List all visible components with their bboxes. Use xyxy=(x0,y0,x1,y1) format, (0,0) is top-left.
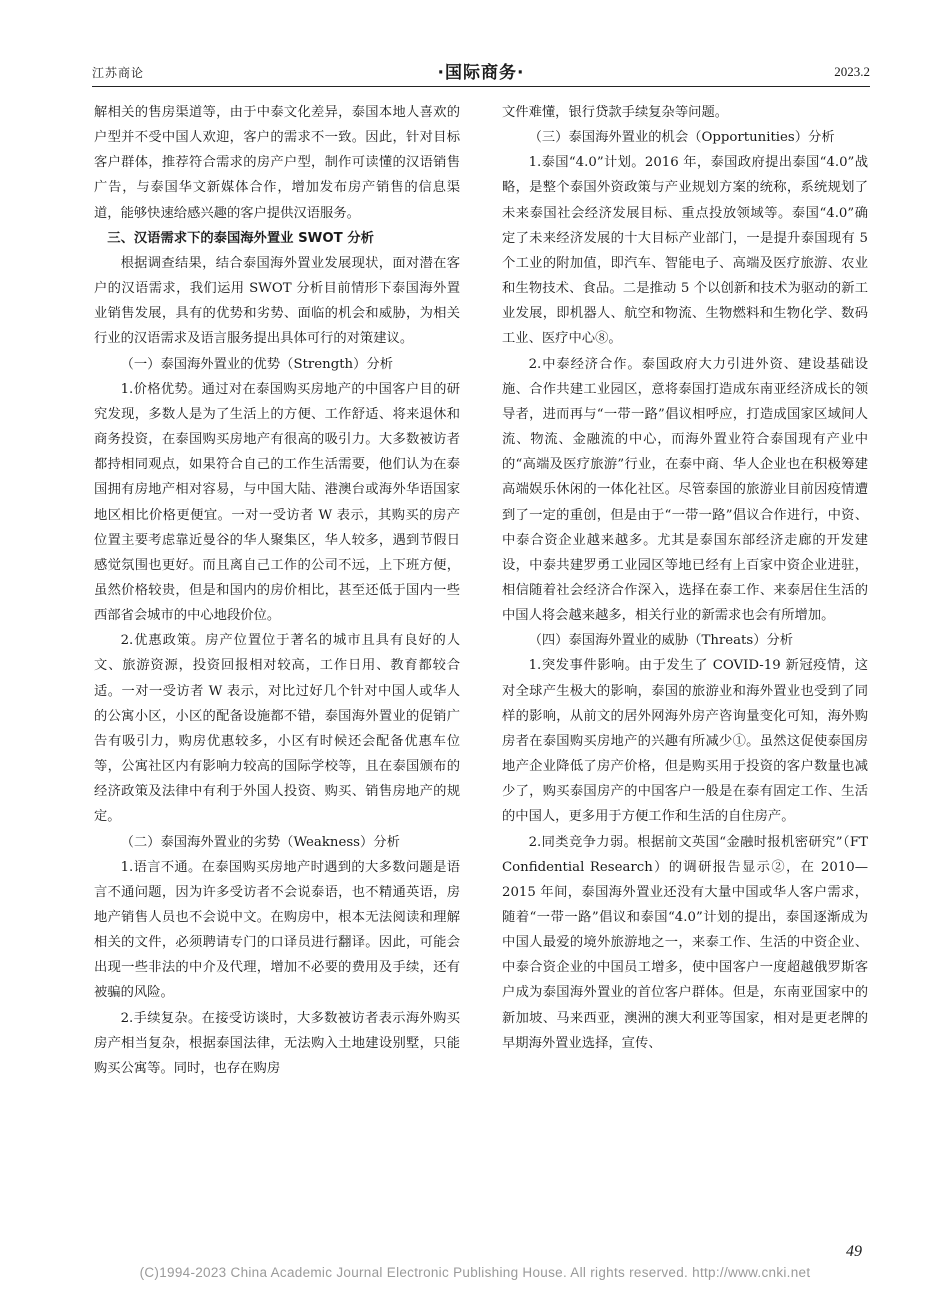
journal-name: 江苏商论 xyxy=(92,66,145,80)
copyright-footer: (C)1994-2023 China Academic Journal Electronic Publishing House. All rights reserved. http://www.cnki.net xyxy=(139,1265,811,1280)
paragraph: 根据调查结果，结合泰国海外置业发展现状，面对潜在客户的汉语需求，我们运用 SWOT 分析目前情形下泰国海外置业销售发展，具有的优势和劣势、面临的机会和威胁，为相关行业的汉语需求及语言服务提出具体可行的对策建议。 xyxy=(94,255,460,347)
subsection-heading: （一）泰国海外置业的优势（Strength）分析 xyxy=(120,356,394,372)
paragraph: 文件难懂，银行贷款手续复杂等问题。 xyxy=(502,105,729,120)
header-rule xyxy=(92,86,870,87)
paragraph: 1.突发事件影响。由于发生了 COVID-19 新冠疫情，这对全球产生极大的影响，泰国的旅游业和海外置业也受到了同样的影响，从前文的居外网海外房产咨询量变化可知，海外购房者在泰国购买房地产的兴趣有所减少①。虽然这促使泰国房地产企业降低了房产价格，但是购买用于投资的客户数量也减少了，购买泰国房产的中国客户一般是在泰有固定工作、生活的中国人，更多用于方便工作和生活的自住房产。 xyxy=(502,658,868,825)
paragraph: 1.语言不通。在泰国购买房地产时遇到的大多数问题是语言不通问题，因为许多受访者不会说泰语，也不精通英语，房地产销售人员也不会说中文。在购房中，根本无法阅读和理解相关的文件，必须聘请专门的口译员进行翻译。因此，可能会出现一些非法的中介及代理，增加不必要的费用及手续，还有被骗的风险。 xyxy=(94,859,460,1001)
paragraph: 2.手续复杂。在接受访谈时，大多数被访者表示海外购买房产相当复杂，根据泰国法律，无法购入土地建设别墅，只能购买公寓等。同时，也存在购房 xyxy=(94,1010,460,1076)
paragraph: 解相关的售房渠道等，由于中泰文化差异，泰国本地人喜欢的户型并不受中国人欢迎，客户的需求不一致。因此，针对目标客户群体，推荐符合需求的房产户型，制作可读懂的汉语销售广告，与泰国华文新媒体合作，增加发布房产销售的信息渠道，能够快速给感兴趣的客户提供汉语服务。 xyxy=(94,105,460,221)
paragraph: 1.价格优势。通过对在泰国购买房地产的中国客户目的研究发现，多数人是为了生活上的方便、工作舒适、将来退休和商务投资，在泰国购买房地产有很高的吸引力。大多数被访者都持相同观点，如果符合自己的工作生活需要，他们认为在泰国拥有房地产相对容易，与中国大陆、港澳台或海外华语国家地区相比价格更便宜。一对一受访者 W 表示，其购买的房产位置主要考虑靠近曼谷的华人聚集区，华人较多，遇到节假日感觉氛围也更好。而且离自己工作的公司不远，上下班方便，虽然价格较贵，但是和国内的房价相比，甚至还低于国内一些西部省会城市的中心地段价位。 xyxy=(94,381,460,624)
paragraph: 1.泰国“4.0”计划。2016 年，泰国政府提出泰国“4.0”战略，是整个泰国外资政策与产业规划方案的统称，系统规划了未来泰国社会经济发展目标、重点投放领域等。泰国“4.0”确定了未来经济发展的十大目标产业部门，一是提升泰国现有 5 个工业的附加值，即汽车、智能电子、高端及医疗旅游、农业和生物技术、食品。二是推动 5 个以创新和技术为驱动的新工业发展，即机器人、航空和物流、生物燃料和生物化学、数码工业、医疗中心⑧。 xyxy=(502,155,868,347)
paragraph: 2.优惠政策。房产位置位于著名的城市且具有良好的人文、旅游资源，投资回报相对较高，工作日用、教育都较合适。一对一受访者 W 表示，对比过好几个针对中国人或华人的公寓小区，小区的配备设施都不错，泰国海外置业的促销广告有吸引力，购房优惠较多，小区有时候还会配备优惠车位等，公寓社区内有影响力较高的国际学校等，且在泰国颁布的经济政策及法律中有利于外国人投资、购买、销售房地产的规定。 xyxy=(94,633,460,825)
subsection-heading: （四）泰国海外置业的威胁（Threats）分析 xyxy=(528,633,794,649)
left-column xyxy=(94,100,460,1081)
paragraph: 2.同类竞争力弱。根据前文英国“金融时报机密研究”（FT Confidential Research）的调研报告显示②，在 2010—2015 年间，泰国海外置业还没有大量中国或华人客户需求，随着“一带一路”倡议和泰国“4.0”计划的提出，泰国逐渐成为中国人最爱的境外旅游地之一，来泰工作、生活的中资企业、中泰合资企业的中国员工增多，使中国客户一度超越俄罗斯客户成为泰国海外置业的首位客户群体。但是，东南亚国家中的新加坡、马来西亚，澳洲的澳大利亚等国家，相对是更老牌的早期海外置业选择，宣传、 xyxy=(502,834,868,1051)
subsection-heading: （二）泰国海外置业的劣势（Weakness）分析 xyxy=(120,834,400,850)
section-heading: 三、汉语需求下的泰国海外置业 SWOT 分析 xyxy=(107,230,374,246)
issue-number: 2023.2 xyxy=(834,64,870,79)
section-name: ·国际商务· xyxy=(437,63,525,83)
page-number: 49 xyxy=(846,1243,862,1260)
right-column xyxy=(502,100,868,1056)
subsection-heading: （三）泰国海外置业的机会（Opportunities）分析 xyxy=(528,130,835,146)
running-header xyxy=(92,58,870,84)
paragraph: 2.中泰经济合作。泰国政府大力引进外资、建设基础设施、合作共建工业园区，意将泰国打造成东南亚经济成长的领导者，进而再与“一带一路”倡议相呼应，打造成国家区域间人流、物流、金融流的中心，而海外置业符合泰国现有产业中的“高端及医疗旅游”行业，在泰中商、华人企业也在积极筹建高端娱乐休闲的一体化社区。尽管泰国的旅游业目前因疫情遭到了一定的重创，但是由于“一带一路”倡议合作进行，中资、中泰合资企业越来越多。尤其是泰国东部经济走廊的开发建设，中泰共建罗勇工业园区等地已经有上百家中资企业进驻，相信随着社会经济合作深入，选择在泰工作、来泰居住生活的中国人将会越来越多，相关行业的新需求也会有所增加。 xyxy=(502,356,868,624)
